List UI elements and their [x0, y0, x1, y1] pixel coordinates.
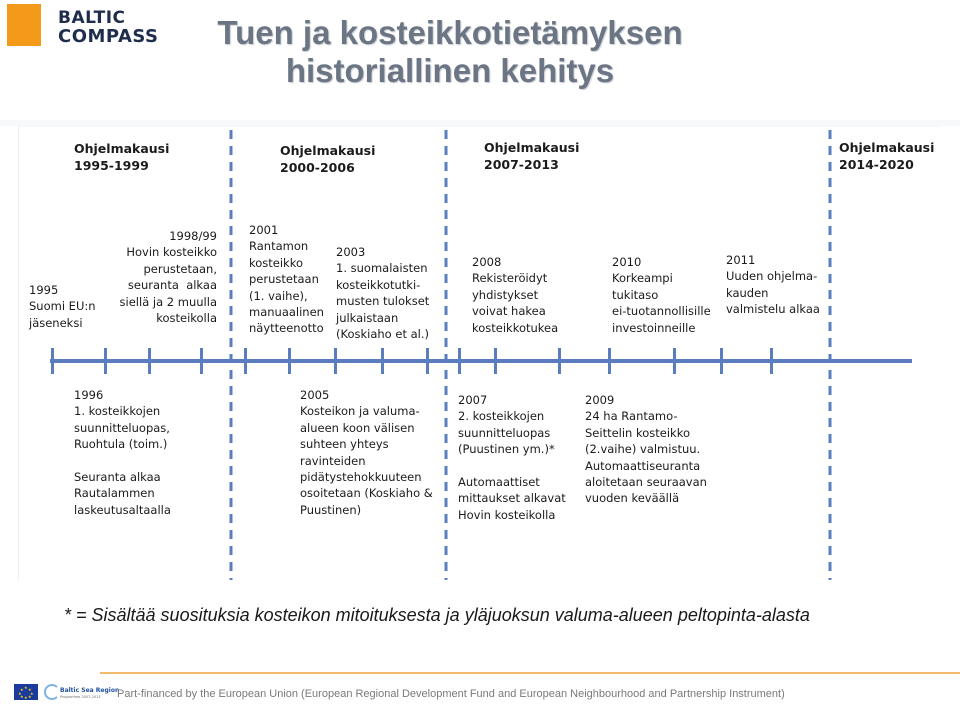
- period-name: Ohjelmakausi: [74, 141, 170, 156]
- bsr-sub: Programme 2007-2013: [60, 695, 101, 699]
- tick: [51, 348, 54, 374]
- footer-divider: [100, 672, 960, 674]
- tick: [770, 348, 773, 374]
- tick: [558, 348, 561, 374]
- bsr-name: Baltic Sea Region: [60, 687, 120, 694]
- period-label-2014-2020: [839, 139, 934, 173]
- period-label-2000-2006: [280, 142, 375, 176]
- event-2011: 2011 Uuden ohjelma- kauden valmistelu alkaa: [726, 253, 820, 317]
- period-label-1995-1999: [74, 140, 169, 174]
- period-years: 2007-2013: [484, 157, 559, 172]
- event-2001: 2001 Rantamon kosteikko perustetaan (1. vaihe), manuaalinen näytteenotto: [249, 223, 324, 336]
- event-1996: 1996 1. kosteikkojen suunnitteluopas, Ruohtula (toim.) Seuranta alkaa Rautalammen laskeutusaltaalla: [74, 388, 171, 517]
- tick: [720, 348, 723, 374]
- funding-text: Part-financed by the European Union (European Regional Development Fund and European Neighbourhood and Partnership Instrument): [117, 688, 785, 700]
- event-2003: 2003 1. suomalaisten kosteikkotutki- musten tulokset julkaistaan (Koskiaho et al.): [336, 245, 430, 342]
- tick: [104, 348, 107, 374]
- tick: [494, 348, 497, 374]
- swirl-icon: [44, 684, 60, 700]
- event-2005: 2005 Kosteikon ja valuma- alueen koon välisen suhteen yhteys ravinteiden pidätystehokkuuteen osoitetaan (Koskiaho & Puustinen): [300, 388, 433, 517]
- tick: [148, 348, 151, 374]
- period-label-2007-2013: [484, 139, 579, 173]
- event-1998-99: 1998/99 Hovin kosteikko perustetaan, seuranta alkaa siellä ja 2 muulla kosteikolla: [119, 229, 217, 326]
- period-name: Ohjelmakausi: [839, 140, 935, 155]
- event-1995: 1995 Suomi EU:n jäseneksi: [29, 283, 96, 330]
- footnote: * = Sisältää suosituksia kosteikon mitoituksesta ja yläjuoksun valuma-alueen peltopinta-alasta: [64, 605, 810, 625]
- title-line2: historiallinen kehitys: [285, 52, 615, 89]
- period-years: 2014-2020: [839, 157, 914, 172]
- tick: [673, 348, 676, 374]
- tick: [288, 348, 291, 374]
- period-name: Ohjelmakausi: [484, 140, 580, 155]
- eu-flag-icon: ★ ★ ★ ★ ★ ★ ★ ★: [14, 684, 38, 700]
- event-2007: 2007 2. kosteikkojen suunnitteluopas (Puustinen ym.)* Automaattiset mittaukset alkavat Hovin kosteikolla: [458, 393, 566, 522]
- tick: [458, 348, 461, 374]
- tick: [608, 348, 611, 374]
- event-2009: 2009 24 ha Rantamo- Seittelin kosteikko (2.vaihe) valmistuu. Automaattiseuranta aloitetaan seuraavan vuoden keväällä: [585, 393, 707, 506]
- period-years: 1995-1999: [74, 158, 149, 173]
- event-2008: 2008 Rekisteröidyt yhdistykset voivat hakea kosteikkotukea: [472, 255, 559, 335]
- logo-line2: COMPASS: [58, 26, 159, 47]
- tick: [200, 348, 203, 374]
- tick: [381, 348, 384, 374]
- event-2010: 2010 Korkeampi tukitaso ei-tuotannollisille investoinneille: [612, 255, 711, 335]
- tick: [244, 348, 247, 374]
- baltic-sea-region-logo: [44, 682, 120, 704]
- period-name: Ohjelmakausi: [280, 143, 376, 158]
- period-years: 2000-2006: [280, 160, 355, 175]
- tick: [426, 348, 429, 374]
- tick: [334, 348, 337, 374]
- logo-line1: BALTIC: [58, 8, 126, 28]
- title-line1: Tuen ja kosteikkotietämyksen: [217, 14, 683, 51]
- timeline-axis: [50, 359, 912, 363]
